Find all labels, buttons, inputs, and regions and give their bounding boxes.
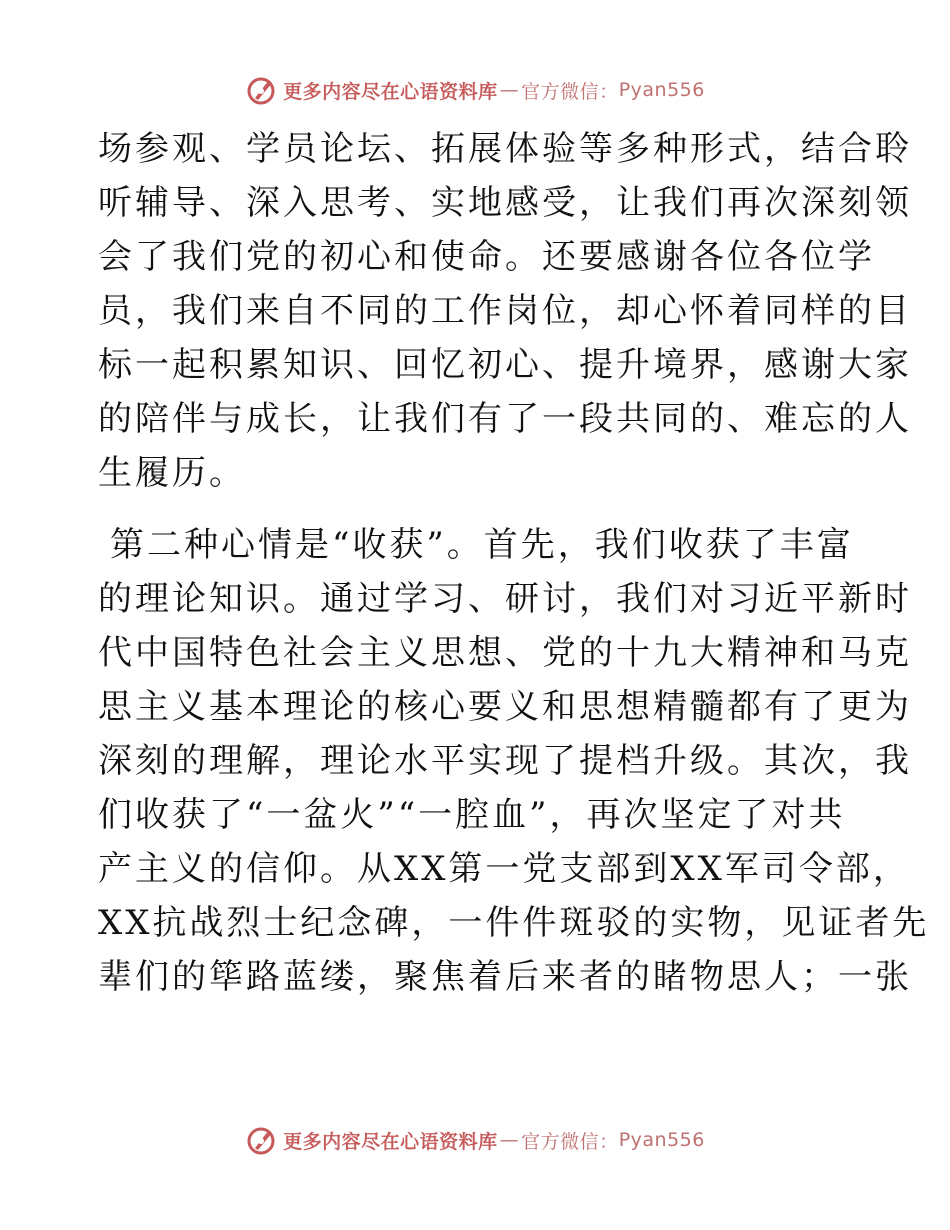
text-line: 标一起积累知识、回忆初心、提升境界，感谢大家: [98, 345, 912, 385]
watermark-dash: —: [499, 1129, 520, 1151]
text-line: 的陪伴与成长，让我们有了一段共同的、难忘的人: [98, 399, 912, 439]
text-line: 产主义的信仰。从XX第一党支部到XX军司令部，: [98, 849, 910, 889]
text-line: 们收获了“一盆火”“一腔血”，再次坚定了对共: [98, 795, 846, 835]
watermark-main-text: 更多内容尽在心语资料库: [283, 80, 498, 103]
text-line: 辈们的筚路蓝缕，聚焦着后来者的睹物思人；一张: [98, 957, 912, 997]
watermark-account: Pyan556: [618, 79, 705, 101]
text-line: 会了我们党的初心和使命。还要感谢各位各位学: [98, 237, 875, 277]
text-line: 员，我们来自不同的工作岗位，却心怀着同样的目: [98, 291, 912, 331]
watermark-main-text: 更多内容尽在心语资料库: [283, 1130, 498, 1153]
text-line: 生履历。: [98, 453, 246, 493]
text-line: 场参观、学员论坛、拓展体验等多种形式，结合聆: [98, 129, 912, 169]
text-line: 思主义基本理论的核心要义和思想精髓都有了更为: [98, 687, 912, 727]
text-line: XX抗战烈士纪念碑，一件件斑驳的实物，见证者先: [98, 903, 930, 943]
watermark-dash: —: [499, 79, 520, 101]
paragraph-1: [98, 122, 912, 500]
paragraph-gap: [98, 500, 868, 518]
text-line: 听辅导、深入思考、实地感受，让我们再次深刻领: [98, 183, 912, 223]
header-watermark-text: [283, 77, 705, 104]
watermark-sub-text: 官方微信：: [521, 80, 619, 103]
header-watermark: [0, 70, 950, 110]
text-line: 深刻的理解，理论水平实现了提档升级。其次，我: [98, 741, 912, 781]
footer-watermark-text: [283, 1127, 705, 1154]
watermark-account: Pyan556: [618, 1129, 705, 1151]
text-line: 的理论知识。通过学习、研讨，我们对习近平新时: [98, 579, 912, 619]
paragraph-2: [98, 518, 930, 1004]
watermark-sub-text: 官方微信：: [521, 1130, 619, 1153]
text-line: 第二种心情是“收获”。首先，我们收获了丰富: [110, 525, 854, 565]
quill-logo-icon: [245, 74, 277, 106]
quill-logo-icon: [245, 1124, 277, 1156]
document-body: [98, 122, 930, 1004]
text-line: 代中国特色社会主义思想、党的十九大精神和马克: [98, 633, 912, 673]
footer-watermark: [0, 1120, 950, 1160]
